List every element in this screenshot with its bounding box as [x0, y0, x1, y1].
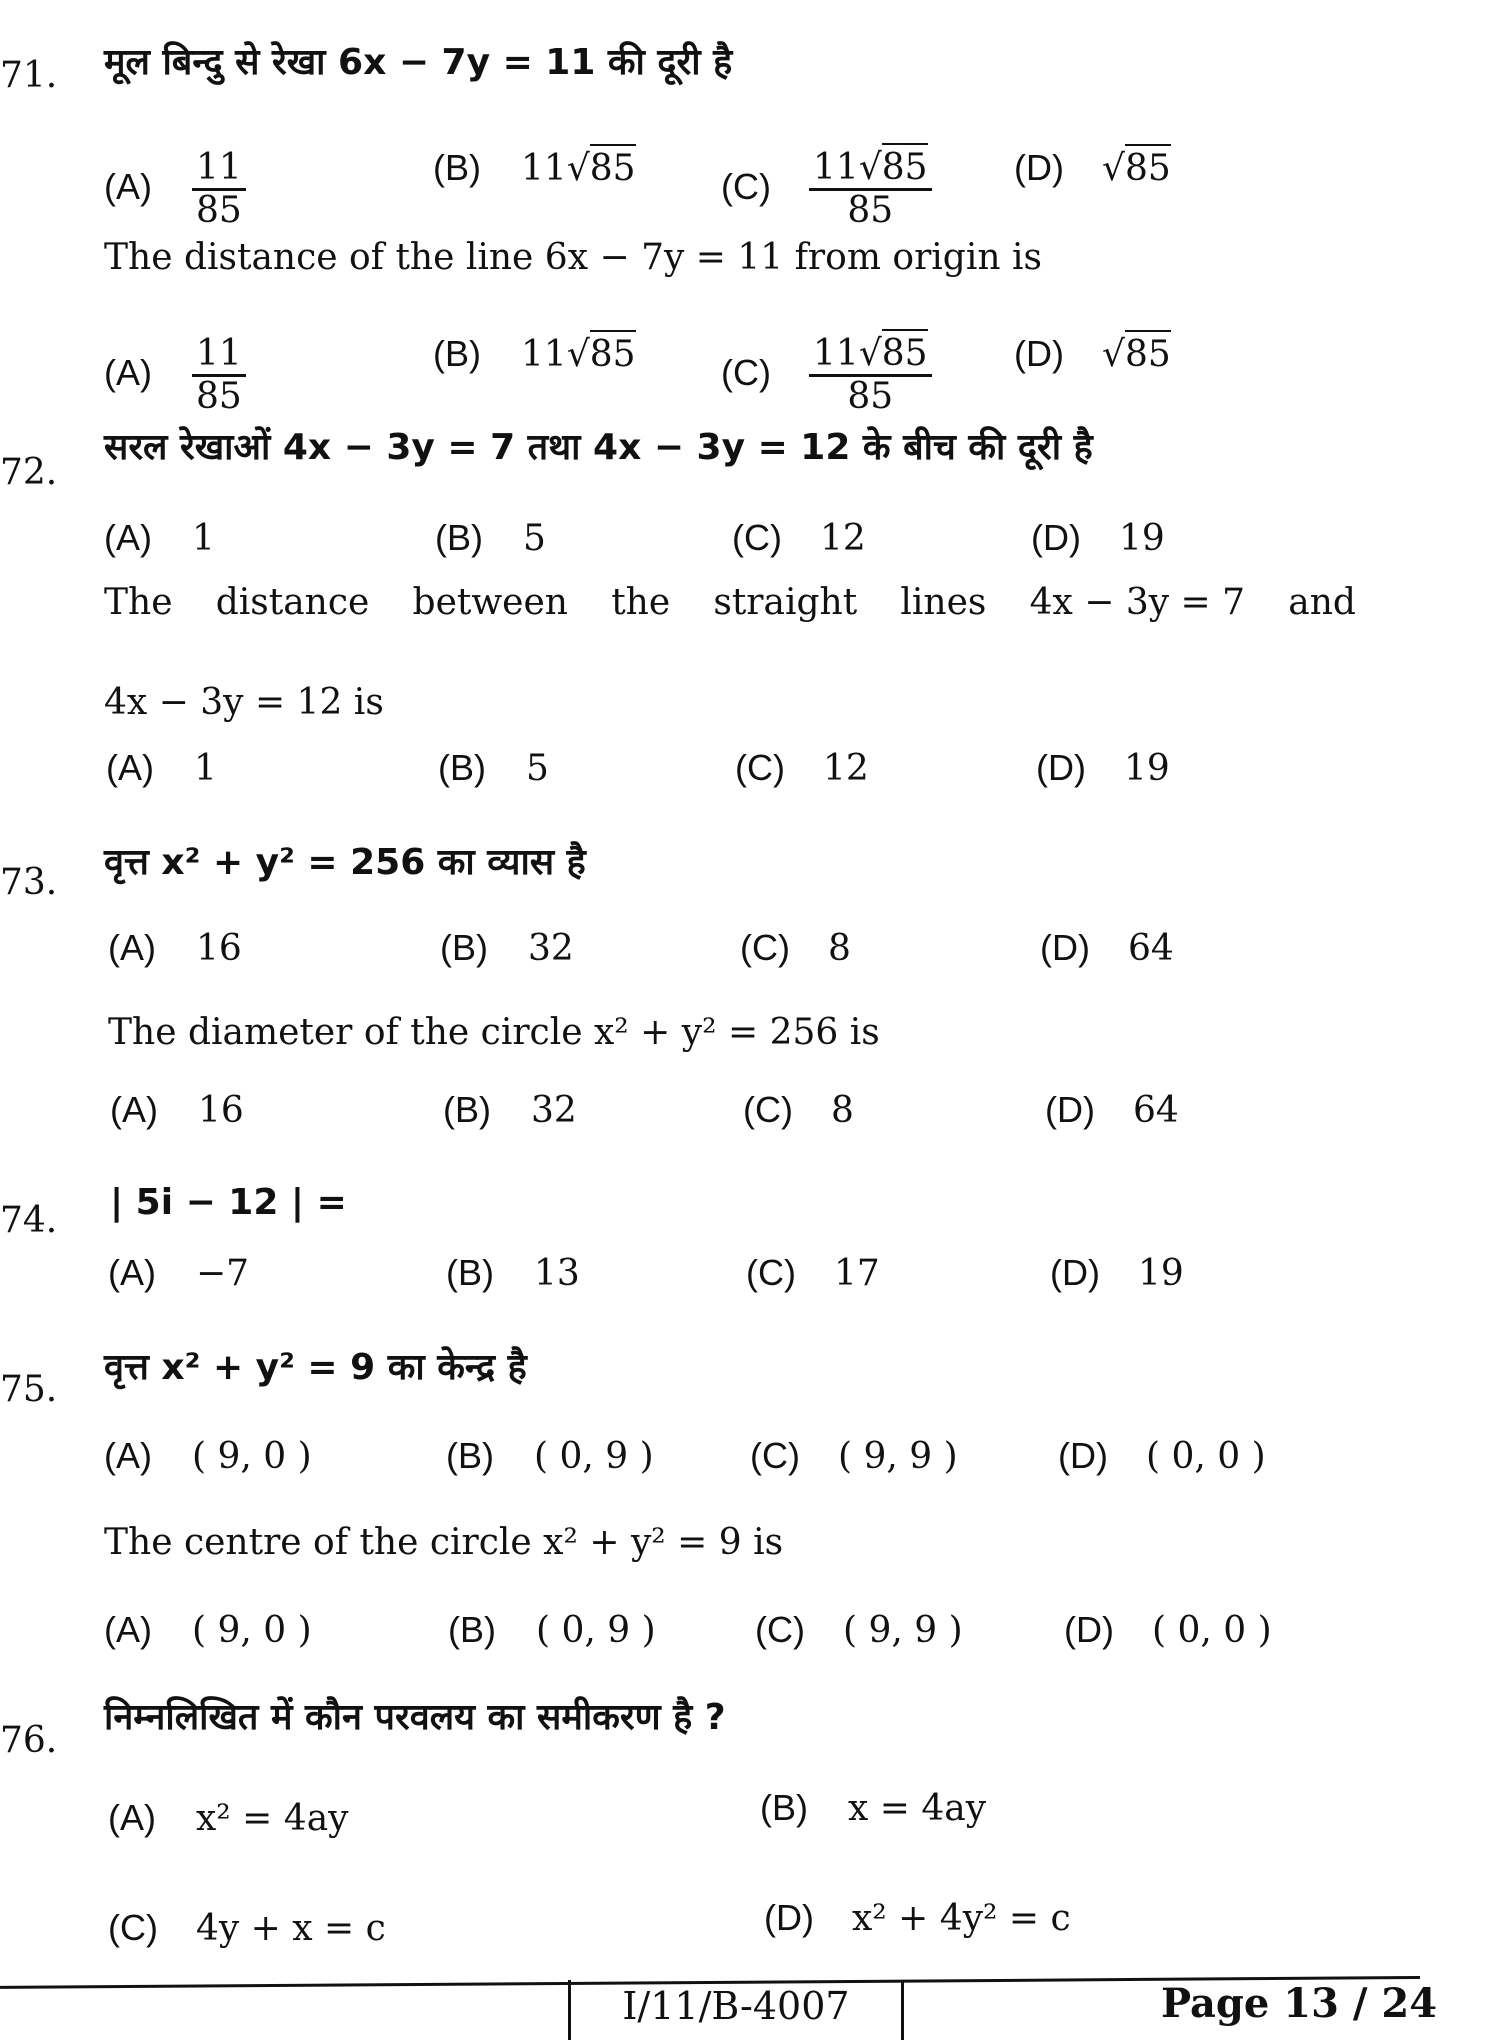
option-value: 64 — [1128, 928, 1174, 969]
option-label: (A) — [104, 517, 152, 558]
coefficient: 11 — [813, 147, 859, 188]
option-value: 64 — [1133, 1090, 1179, 1131]
question-number: 74. — [0, 1200, 58, 1241]
denominator: 85 — [847, 376, 894, 417]
option-label: (D) — [1045, 1089, 1095, 1130]
word: The — [104, 582, 173, 623]
numerator: 11 — [192, 150, 246, 191]
option-d — [1036, 747, 1170, 789]
option-c — [740, 927, 851, 969]
word: the — [611, 582, 671, 623]
option-label: (B) — [438, 747, 486, 788]
option-label: (A) — [108, 1797, 156, 1838]
numerator: 11√85 — [809, 150, 932, 191]
option-d — [1040, 927, 1174, 969]
option-label: (A) — [106, 747, 154, 788]
coefficient: 11 — [521, 148, 567, 189]
surd: √85 — [1102, 144, 1171, 189]
option-label: (A) — [104, 165, 152, 207]
option-value: 19 — [1138, 1253, 1184, 1294]
question-number: 75. — [0, 1369, 58, 1410]
question-text-hindi: वृत्त x² + y² = 256 का व्यास है — [104, 842, 586, 883]
surd: 11√85 — [521, 330, 636, 375]
option-value: ( 0, 0 ) — [1146, 1436, 1266, 1477]
question-text-hindi: सरल रेखाओं 4x − 3y = 7 तथा 4x − 3y = 12 के बीच की दूरी है — [104, 427, 1093, 468]
question-number: 71. — [0, 55, 58, 96]
option-c — [755, 1609, 963, 1651]
option-label: (C) — [721, 165, 771, 207]
option-value: ( 9, 9 ) — [838, 1436, 958, 1477]
word: lines — [900, 582, 987, 623]
option-label: (D) — [1050, 1252, 1100, 1293]
denominator: 85 — [196, 376, 242, 417]
option-label: (B) — [440, 927, 488, 968]
option-b — [435, 517, 546, 559]
option-label: (C) — [735, 747, 785, 788]
option-b — [438, 747, 549, 789]
option-a — [106, 747, 217, 789]
option-label: (B) — [448, 1609, 496, 1650]
option-d — [1050, 1252, 1184, 1294]
page-number: Page 13 / 24 — [1161, 1980, 1438, 2027]
numerator: 11√85 — [809, 336, 932, 377]
fraction — [192, 147, 246, 231]
option-label: (A) — [110, 1089, 158, 1130]
word: 4x − 3y = 7 — [1029, 582, 1246, 623]
denominator: 85 — [196, 190, 242, 231]
radicand: 85 — [1125, 144, 1171, 189]
option-a — [108, 1797, 349, 1839]
option-label: (C) — [732, 517, 782, 558]
option-value: ( 9, 0 ) — [192, 1610, 312, 1651]
option-label: (D) — [764, 1897, 814, 1938]
option-b — [446, 1252, 580, 1294]
option-d — [1045, 1089, 1179, 1131]
question-text-english — [104, 582, 1356, 623]
option-d — [764, 1897, 1071, 1939]
option-value: 8 — [831, 1090, 854, 1131]
option-a — [110, 1089, 244, 1131]
option-label: (A) — [104, 1435, 152, 1476]
surd: √85 — [1102, 330, 1171, 375]
word: straight — [713, 582, 858, 623]
option-d — [1014, 333, 1171, 375]
option-value: 16 — [198, 1090, 244, 1131]
word: distance — [215, 582, 370, 623]
option-label: (D) — [1036, 747, 1086, 788]
option-label: (C) — [108, 1907, 158, 1948]
option-value: ( 9, 9 ) — [843, 1610, 963, 1651]
question-number: 73. — [0, 862, 58, 903]
option-d — [1058, 1435, 1266, 1477]
option-a — [104, 517, 215, 559]
option-value: ( 9, 0 ) — [192, 1436, 312, 1477]
option-c — [721, 147, 932, 231]
option-b — [760, 1787, 987, 1829]
option-b — [446, 1435, 654, 1477]
option-d — [1064, 1609, 1272, 1651]
option-c — [721, 333, 932, 417]
option-label: (D) — [1058, 1435, 1108, 1476]
radicand: 85 — [882, 143, 928, 188]
denominator: 85 — [847, 190, 894, 231]
option-b — [448, 1609, 656, 1651]
option-a — [108, 927, 242, 969]
fraction — [192, 333, 246, 417]
option-label: (D) — [1064, 1609, 1114, 1650]
question-number: 72. — [0, 452, 58, 493]
option-value: 5 — [523, 518, 546, 559]
question-text-english: The distance of the line 6x − 7y = 11 from origin is — [104, 237, 1042, 278]
radicand: 85 — [882, 329, 928, 374]
radicand: 85 — [590, 144, 636, 189]
question-text-hindi: निम्नलिखित में कौन परवलय का समीकरण है ? — [104, 1697, 726, 1738]
option-label: (B) — [446, 1435, 494, 1476]
fraction — [809, 147, 932, 231]
question-text-hindi: मूल बिन्दु से रेखा 6x − 7y = 11 की दूरी है — [104, 42, 733, 83]
option-label: (B) — [433, 333, 481, 374]
option-label: (B) — [443, 1089, 491, 1130]
option-label: (A) — [108, 927, 156, 968]
option-label: (D) — [1014, 147, 1064, 188]
option-value: 17 — [834, 1253, 880, 1294]
word: between — [412, 582, 568, 623]
option-d — [1031, 517, 1165, 559]
option-label: (A) — [104, 351, 152, 393]
option-a — [104, 147, 246, 231]
question-text-hindi: वृत्त x² + y² = 9 का केन्द्र है — [104, 1347, 527, 1388]
option-b — [440, 927, 574, 969]
radicand: 85 — [590, 330, 636, 375]
option-label: (C) — [743, 1089, 793, 1130]
fraction — [809, 333, 932, 417]
option-value: −7 — [196, 1253, 250, 1294]
option-label: (C) — [755, 1609, 805, 1650]
option-c — [743, 1089, 854, 1131]
option-label: (C) — [740, 927, 790, 968]
surd: 11√85 — [521, 144, 636, 189]
option-a — [104, 1435, 312, 1477]
option-value: 16 — [196, 928, 242, 969]
question-number: 76. — [0, 1720, 58, 1761]
option-value: x = 4ay — [848, 1788, 987, 1829]
option-a — [108, 1252, 250, 1294]
option-value: ( 0, 0 ) — [1152, 1610, 1272, 1651]
question-text-hindi: | 5i − 12 | = — [110, 1182, 347, 1223]
option-b — [433, 333, 636, 375]
option-value: 32 — [528, 928, 574, 969]
option-c — [750, 1435, 958, 1477]
option-a — [104, 333, 246, 417]
option-label: (D) — [1031, 517, 1081, 558]
option-c — [735, 747, 869, 789]
option-value: 1 — [192, 518, 215, 559]
option-a — [104, 1609, 312, 1651]
option-label: (B) — [446, 1252, 494, 1293]
numerator: 11 — [192, 336, 246, 377]
option-label: (C) — [746, 1252, 796, 1293]
option-label: (D) — [1014, 333, 1064, 374]
coefficient: 11 — [521, 334, 567, 375]
option-label: (B) — [433, 147, 481, 188]
option-value: 4y + x = c — [196, 1908, 386, 1949]
option-value: 8 — [828, 928, 851, 969]
radicand: 85 — [1125, 330, 1171, 375]
option-label: (C) — [721, 351, 771, 393]
option-value: x² + 4y² = c — [852, 1898, 1071, 1939]
option-value: 5 — [526, 748, 549, 789]
option-label: (C) — [750, 1435, 800, 1476]
option-value: 32 — [531, 1090, 577, 1131]
option-value: 12 — [820, 518, 866, 559]
option-value: 19 — [1124, 748, 1170, 789]
option-value: 12 — [823, 748, 869, 789]
word: and — [1288, 582, 1356, 623]
option-label: (A) — [108, 1252, 156, 1293]
option-value: x² = 4ay — [196, 1798, 349, 1839]
option-label: (D) — [1040, 927, 1090, 968]
option-c — [732, 517, 866, 559]
option-d — [1014, 147, 1171, 189]
option-b — [443, 1089, 577, 1131]
option-value: ( 0, 9 ) — [534, 1436, 654, 1477]
question-text-english-continued: 4x − 3y = 12 is — [104, 682, 384, 723]
option-label: (B) — [760, 1787, 808, 1828]
option-label: (B) — [435, 517, 483, 558]
option-value: 13 — [534, 1253, 580, 1294]
option-b — [433, 147, 636, 189]
question-text-english: The centre of the circle x² + y² = 9 is — [104, 1522, 784, 1563]
option-value: 1 — [194, 748, 217, 789]
coefficient: 11 — [813, 333, 859, 374]
paper-code: I/11/B-4007 — [568, 1980, 904, 2040]
option-c — [746, 1252, 880, 1294]
option-value: ( 0, 9 ) — [536, 1610, 656, 1651]
question-text-english: The diameter of the circle x² + y² = 256 is — [108, 1012, 880, 1053]
option-value: 19 — [1119, 518, 1165, 559]
option-c — [108, 1907, 386, 1949]
option-label: (A) — [104, 1609, 152, 1650]
